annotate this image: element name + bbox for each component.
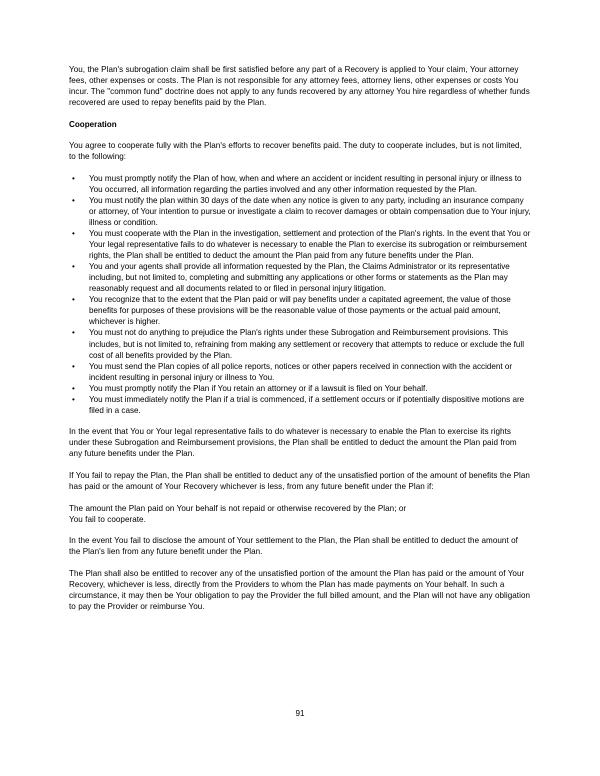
bullet-icon: • [72, 295, 75, 305]
list-item [69, 394, 531, 416]
list-item-text: You must notify the plan within 30 days of the date when any notice is given to any party, including an insurance company or attorney, of Your intention to pursue or investigate a claim to recover damages or obtain compensation due to Your injury, illness or condition. [89, 195, 531, 228]
bullet-icon: • [72, 361, 75, 371]
list-item [69, 195, 531, 228]
bullet-icon: • [72, 173, 75, 183]
paragraph-fail-to-repay: If You fail to repay the Plan, the Plan shall be entitled to deduct any of the unsatisfied portion of the amount of benefits the Plan has paid or the amount of Your Recovery whichever is less, from any future benefit under the Plan if: [69, 471, 530, 492]
list-item [69, 327, 531, 360]
list-item-text: You must promptly notify the Plan of how, when and where an accident or incident resulting in personal injury or illness to You occurred, all information regarding the parties involved and any other information requested by the Plan. [89, 173, 522, 194]
paragraph-failure-to-enable: In the event that You or Your legal representative fails to do whatever is necessary to enable the Plan to exercise its rights under these Subrogation and Reimbursement provisions, the Plan shall be entitled to deduct the amount the Plan paid from any future benefits under the Plan. [69, 427, 517, 459]
list-item-text: You must send the Plan copies of all police reports, notices or other papers received in connection with the accident or incident resulting in personal injury or illness to You. [89, 361, 513, 382]
list-item [69, 261, 531, 294]
list-item-text: You must not do anything to prejudice the Plan's rights under these Subrogation and Reimbursement provisions. This includes, but is not limited to, refraining from making any settlement or recovery that attempts to reduce or exclude the full cost of all benefits provided by the Plan. [89, 328, 525, 360]
bullet-icon: • [72, 328, 75, 338]
condition-line-1: The amount the Plan paid on Your behalf is not repaid or otherwise recovered by the Plan; or [69, 503, 407, 513]
cooperation-bullet-list [69, 173, 531, 416]
list-item [69, 173, 531, 195]
list-item [69, 361, 531, 383]
section-heading-cooperation: Cooperation [69, 119, 117, 129]
paragraph-fail-to-disclose: In the event You fail to disclose the amount of Your settlement to the Plan, the Plan shall be entitled to deduct the amount of the Plan's lien from any future benefit under the Plan. [69, 536, 518, 557]
list-item [69, 383, 531, 394]
bullet-icon: • [72, 229, 75, 239]
intro-paragraph: You, the Plan's subrogation claim shall be first satisfied before any part of a Recovery is applied to Your claim, Your attorney fees, other expenses or costs. The Plan is not responsible for any attorney fees, attorney liens, other expenses or costs You incur. The "common fund" doctrine does not apply to any funds recovered by any attorney You hire regardless of whether funds recovered are used to repay benefits paid by the Plan. [69, 65, 530, 108]
page-content [69, 64, 531, 622]
list-item-text: You and your agents shall provide all information requested by the Plan, the Claims Administrator or its representative including, but not limited to, completing and submitting any applications or other forms or statements as the Plan may reasonably request and all documents related to or filed in personal injury litigation. [89, 262, 510, 294]
cooperation-intro-paragraph: You agree to cooperate fully with the Plan's efforts to recover benefits paid. The duty to cooperate includes, but is not limited, to the following: [69, 141, 522, 162]
list-item-text: You recognize that to the extent that the Plan paid or will pay benefits under a capitated agreement, the value of those benefits for purposes of these provisions will be the reasonable value of those payments or the actual paid amount, whichever is higher. [89, 295, 511, 327]
list-item [69, 294, 531, 327]
condition-line-2: You fail to cooperate. [69, 514, 146, 524]
paragraph-recover-from-providers: The Plan shall also be entitled to recover any of the unsatisfied portion of the amount the Plan has paid or the amount of Your Recovery, whichever is less, directly from the Providers to whom the Plan has made payments on Your behalf. In such a circumstance, it may then be Your obligation to pay the Provider the full billed amount, and the Plan will not have any obligation to pay the Provider or reimburse You. [69, 568, 531, 611]
page-number: 91 [295, 709, 305, 718]
bullet-icon: • [72, 394, 75, 404]
list-item-text: You must cooperate with the Plan in the investigation, settlement and protection of the Plan's rights. In the event that You or Your legal representative fails to do whatever is necessary to enable the Plan to exercise its subrogation or reimbursement rights, the Plan shall be entitled to deduct the amount the Plan paid from any future benefits under the Plan. [89, 229, 531, 261]
list-item-text: You must immediately notify the Plan if a trial is commenced, if a settlement occurs or if potentially dispositive motions are filed in a case. [89, 394, 525, 415]
list-item [69, 228, 531, 261]
list-item-text: You must promptly notify the Plan if You retain an attorney or if a lawsuit is filed on Your behalf. [89, 383, 428, 393]
bullet-icon: • [72, 262, 75, 272]
bullet-icon: • [72, 195, 75, 205]
bullet-icon: • [72, 383, 75, 393]
